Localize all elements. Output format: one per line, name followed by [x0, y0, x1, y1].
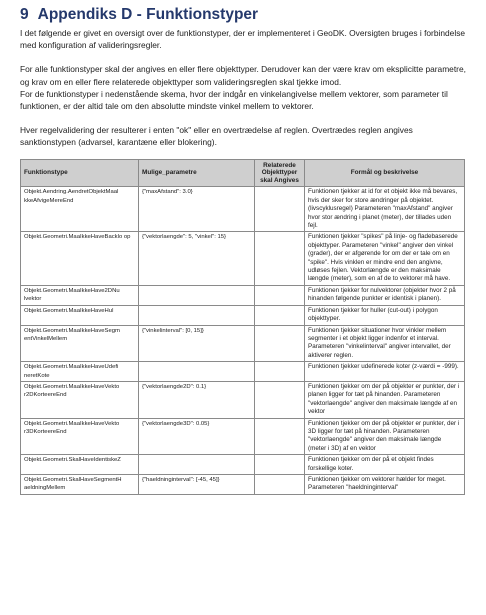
- cell-description: Funktionen tjekker "spikes" på linje- og fladebaserede objekttyper. Parameteren "vinkel" angiver den vinkel (grader), der er afgørende for om der er tale om en "spike". Hvis vinklen er mindre end den angivne, udløses fejlen. Vektorlængde er den maksimale længde (meter), som en af de to vektorer må have.: [305, 232, 465, 285]
- header-parameters: Mulige_parametre: [139, 159, 255, 187]
- cell-parameters: [139, 362, 255, 382]
- function-types-table: [20, 159, 465, 495]
- cell-related: [255, 285, 305, 305]
- objecttype-paragraph: For alle funktionstyper skal der angives en eller flere objekttyper. Derudover kan der være krav om eksplicitte parametre, og krav om en eller flere relaterede objekttyper som valideringsreglen skal tjekke imod.: [20, 64, 466, 87]
- cell-related: [255, 381, 305, 418]
- table-row: [21, 455, 465, 475]
- cell-function-type: Objekt.Geometri.MaaIkkeHaveSegm entVinkelMellem: [21, 325, 139, 362]
- header-related-objecttypes: Relaterede Objekttyper skal Angives: [255, 159, 305, 187]
- cell-function-type: Objekt.Geometri.MaaIkkeHaveVekto r2DKorteereEnd: [21, 381, 139, 418]
- cell-parameters: {"vektorlaengde3D": 0.05}: [139, 418, 255, 455]
- cell-parameters: {"vektorlaengde": 5, "vinkel": 15}: [139, 232, 255, 285]
- table-row: [21, 475, 465, 495]
- cell-parameters: {"vektorlaengde2D": 0.1}: [139, 381, 255, 418]
- cell-description: Funktionen tjekker om vektorer hælder for meget. Parameteren "haeldninginterval": [305, 475, 465, 495]
- cell-function-type: Objekt.Geometri.MaaIkkeHaveVekto r3DKorteereEnd: [21, 418, 139, 455]
- table-row: [21, 362, 465, 382]
- table-row: [21, 325, 465, 362]
- cell-parameters: {"vinkelinterval": [0, 15]}: [139, 325, 255, 362]
- cell-description: Funktionen tjekker situationer hvor vinkler mellem segmenter i et objekt ligger indenfor et interval. Parameteren "vinkelinterval" angiver intervallet, der aktiverer reglen.: [305, 325, 465, 362]
- section-title: Appendiks D - Funktionstyper: [37, 6, 259, 23]
- cell-parameters: {"haeldninginterval": [-45, 45]}: [139, 475, 255, 495]
- cell-related: [255, 187, 305, 232]
- cell-function-type: Objekt.Geometri.MaaIkkeHaveHul: [21, 305, 139, 325]
- cell-parameters: {"maxAfstand": 3.0}: [139, 187, 255, 232]
- cell-function-type: Objekt.Geometri.MaaIkkeHave2DNu lvektor: [21, 285, 139, 305]
- cell-parameters: [139, 455, 255, 475]
- section-heading: [20, 0, 466, 24]
- cell-related: [255, 418, 305, 455]
- intro-paragraph: I det følgende er givet en oversigt over de funktionstyper, der er implementeret i GeoDK. Oversigten bruges i forbindelse med konfiguration af valideringsregler.: [20, 28, 466, 51]
- cell-description: Funktionen tjekker om der på et objekt findes forskellige koter.: [305, 455, 465, 475]
- cell-description: Funktionen tjekker for nulvektorer (objekter hvor 2 på hinanden følgende punkter er identisk i planen).: [305, 285, 465, 305]
- cell-parameters: [139, 285, 255, 305]
- sanction-paragraph: Hver regelvalidering der resulterer i enten "ok" eller en overtrædelse af reglen. Overtrædes reglen angives sanktionstypen (advarsel, karantæne eller blokering).: [20, 125, 413, 148]
- header-purpose: Formål og beskrivelse: [305, 159, 465, 187]
- table-row: [21, 381, 465, 418]
- cell-description: Funktionen tjekker for huller (cut-out) i polygon objekttyper.: [305, 305, 465, 325]
- cell-function-type: Objekt.Aendring.AendretObjektMaal kkeAfvigeMereEnd: [21, 187, 139, 232]
- cell-description: Funktionen tjekker udefinerede koter (z-værdi = -999).: [305, 362, 465, 382]
- cell-function-type: Objekt.Geometri.MaaIkkeHaveUdefi neretKote: [21, 362, 139, 382]
- cell-related: [255, 475, 305, 495]
- header-function-type: Funktionstype: [21, 159, 139, 187]
- vector-angle-paragraph: For de funktionstyper i nedenstående skema, hvor der indgår en vinkelangivelse mellem vektorer, som parameter til funktionen, er der altid tale om den absolutte mindste vinkel mellem to vektorer.: [20, 88, 448, 112]
- cell-description: Funktionen tjekker om der på objekter er punkter, der i planen ligger for tæt på hinanden. Parameteren "vektorlaengde" angiver den maksimale længde af en vektor: [305, 381, 465, 418]
- table-row: [21, 187, 465, 232]
- section-number: 9: [20, 6, 29, 23]
- cell-function-type: Objekt.Geometri.SkalHaveSegmentH aeldningMellem: [21, 475, 139, 495]
- cell-function-type: Objekt.Geometri.SkalHaveIdentiskeZ: [21, 455, 139, 475]
- table-header-row: [21, 159, 465, 187]
- cell-parameters: [139, 305, 255, 325]
- cell-function-type: Objekt.Geometri.MaaIkkeHaveBacklo op: [21, 232, 139, 285]
- table-row: [21, 232, 465, 285]
- cell-description: Funktionen tjekker om der på objekter er punkter, der i 3D ligger for tæt på hinanden. Parameteren "vektorlaengde" angiver den maksimale længde (meter i 3D) af en vektor: [305, 418, 465, 455]
- cell-related: [255, 232, 305, 285]
- cell-description: Funktionen tjekker at id for et objekt ikke må bevares, hvis der sker for store ændringer på objektet. (livscyklusregel) Parameteren "maxAfstand" angiver hvor stor ændring i planet (meter), der tillades uden fejl.: [305, 187, 465, 232]
- cell-related: [255, 362, 305, 382]
- cell-related: [255, 325, 305, 362]
- table-row: [21, 305, 465, 325]
- cell-related: [255, 305, 305, 325]
- table-row: [21, 418, 465, 455]
- cell-related: [255, 455, 305, 475]
- table-row: [21, 285, 465, 305]
